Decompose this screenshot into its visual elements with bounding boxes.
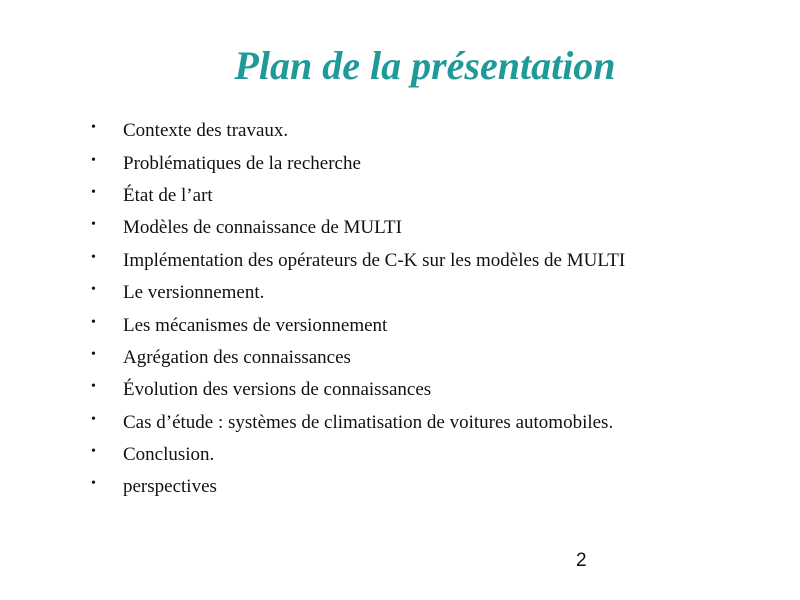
list-item xyxy=(91,212,625,244)
list-item-text: Cas d’étude : systèmes de climatisation de voitures automobiles. xyxy=(123,411,614,433)
bullet-icon: • xyxy=(91,217,96,233)
list-item-text: perspectives xyxy=(123,476,217,498)
bullet-icon: • xyxy=(91,314,96,330)
list-item xyxy=(91,245,625,277)
list-item xyxy=(91,439,625,471)
bullet-icon: • xyxy=(91,282,96,298)
list-item-text: Le versionnement. xyxy=(123,282,265,304)
bullet-icon: • xyxy=(91,346,96,362)
list-item xyxy=(91,342,625,374)
bullet-icon: • xyxy=(91,379,96,395)
list-item xyxy=(91,309,625,341)
bullet-icon: • xyxy=(91,152,96,168)
list-item xyxy=(91,277,625,309)
list-item-text: Implémentation des opérateurs de C-K sur les modèles de MULTI xyxy=(123,249,626,271)
list-item-text: Conclusion. xyxy=(123,444,215,466)
list-item xyxy=(91,374,625,406)
list-item xyxy=(91,180,625,212)
list-item-text: Les mécanismes de versionnement xyxy=(123,314,388,336)
bullet-list xyxy=(91,115,625,504)
list-item-text: Modèles de connaissance de MULTI xyxy=(123,217,402,239)
list-item-text: Agrégation des connaissances xyxy=(123,346,351,368)
bullet-icon: • xyxy=(91,444,96,460)
bullet-icon: • xyxy=(91,184,96,200)
list-item-text: Contexte des travaux. xyxy=(123,120,289,142)
list-item-text: État de l’art xyxy=(123,184,213,206)
list-item-text: Problématiques de la recherche xyxy=(123,152,361,174)
list-item xyxy=(91,147,625,179)
bullet-icon: • xyxy=(91,411,96,427)
list-item xyxy=(91,471,625,503)
list-item-text: Évolution des versions de connaissances xyxy=(123,379,432,401)
list-item xyxy=(91,407,625,439)
bullet-icon: • xyxy=(91,476,96,492)
list-item xyxy=(91,115,625,147)
page-number: 2 xyxy=(576,550,587,571)
bullet-icon: • xyxy=(91,249,96,265)
bullet-icon: • xyxy=(91,120,96,136)
slide-title: Plan de la présentation xyxy=(234,43,616,88)
